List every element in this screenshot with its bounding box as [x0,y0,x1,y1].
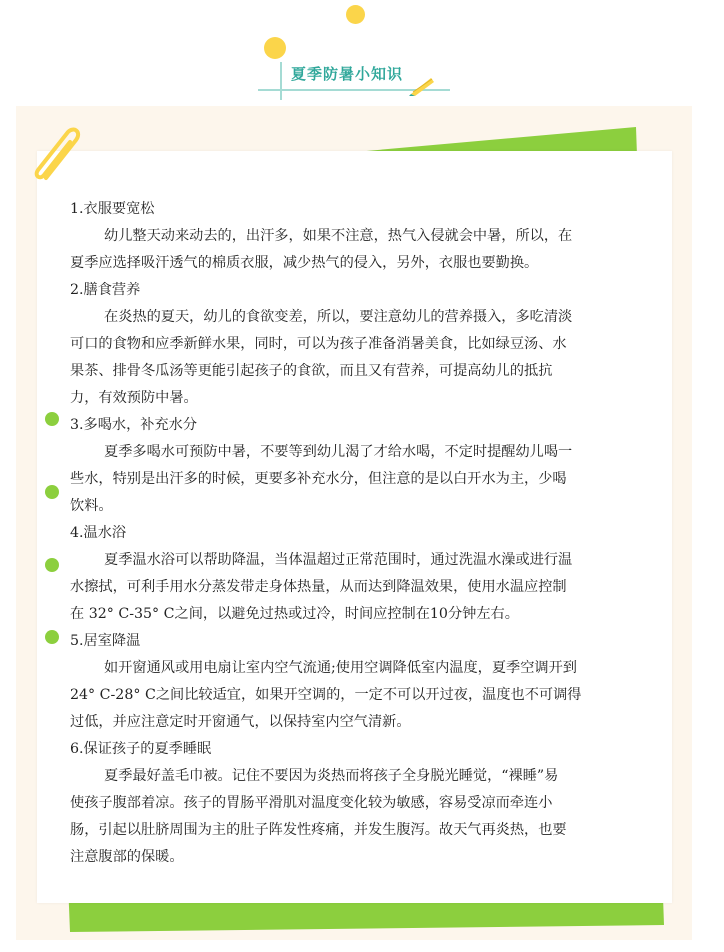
paragraph-line: 可口的食物和应季新鲜水果，同时，可以为孩子准备消暑美食，比如绿豆汤、水 [70,336,567,352]
paragraph-line: 夏季应选择吸汗透气的棉质衣服，减少热气的侵入，另外，衣服也要勤换。 [70,255,539,271]
paragraph-line: 肠，引起以肚脐周围为主的肚子阵发性疼痛，并发生腹泻。故天气再炎热，也要 [70,822,567,838]
paragraph-line: 如开窗通风或用电扇让室内空气流通;使用空调降低室内温度，夏季空调开到 [104,660,577,676]
section-heading: 6.保证孩子的夏季睡眠 [70,741,212,757]
paragraph-line: 些水，特别是出汗多的时候，更要多补充水分，但注意的是以白开水为主，少喝 [70,471,567,487]
paragraph-line: 果茶、排骨冬瓜汤等更能引起孩子的食欲，而且又有营养，可提高幼儿的抵抗 [70,363,553,379]
paragraph-line: 夏季最好盖毛巾被。记住不要因为炎热而将孩子全身脱光睡觉，“裸睡”易 [104,768,559,784]
paperclip-icon [26,122,90,188]
paragraph-line: 24° C-28° C之间比较适宜，如果开空调的，一定不可以开过夜，温度也不可调得 [70,687,582,703]
paragraph-line: 在 32° C-35° C之间，以避免过热或过冷，时间应控制在10分钟左右。 [70,606,519,622]
article-body [70,196,670,871]
paragraph-line: 夏季温水浴可以帮助降温，当体温超过正常范围时，通过洗温水澡或进行温 [104,552,573,568]
paragraph-line: 使孩子腹部着凉。孩子的胃肠平滑肌对温度变化较为敏感，容易受凉而牵连小 [70,795,553,811]
paragraph-line: 过低，并应注意定时开窗通气，以保持室内空气清新。 [70,714,411,730]
decorative-side-dot [45,630,59,644]
paragraph-line: 幼儿整天动来动去的，出汗多，如果不注意，热气入侵就会中暑，所以，在 [104,228,573,244]
decorative-side-dot [45,558,59,572]
paragraph-line: 力，有效预防中暑。 [70,390,198,406]
paragraph-line: 饮料。 [70,498,113,514]
paragraph-line: 夏季多喝水可预防中暑，不要等到幼儿渴了才给水喝，不定时提醒幼儿喝一 [104,444,573,460]
page-title: 夏季防暑小知识 [291,65,404,83]
paragraph-line: 在炎热的夏天，幼儿的食欲变差，所以，要注意幼儿的营养摄入，多吃清淡 [104,309,573,325]
decorative-side-dot [45,485,59,499]
section-heading: 5.居室降温 [70,633,141,649]
section-heading: 4.温水浴 [70,525,127,541]
section-heading: 3.多喝水，补充水分 [70,417,198,433]
paragraph-line: 注意腹部的保暖。 [70,849,184,865]
section-heading: 2.膳食营养 [70,282,141,298]
paragraph-line: 水擦拭，可利手用水分蒸发带走身体热量，从而达到降温效果，使用水温应控制 [70,579,567,595]
section-heading: 1.衣服要宽松 [70,201,155,217]
decorative-side-dot [45,412,59,426]
